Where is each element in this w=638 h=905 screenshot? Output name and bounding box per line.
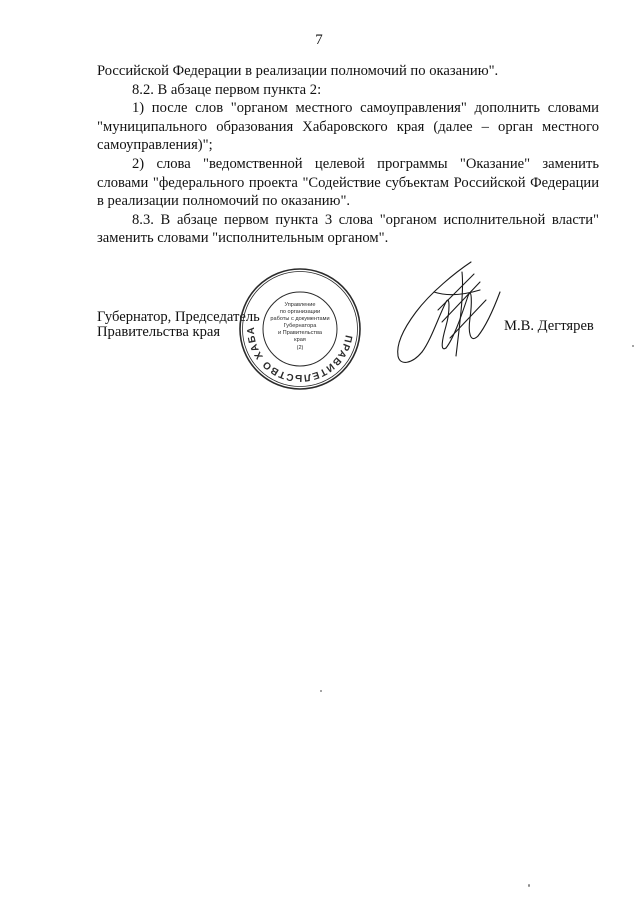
paragraph-8-2-item-2: 2) слова "ведомственной целевой программы "Оказание" заменить словами "федерального проекта "Содействие субъектам Российской Федерации в реализации полномочий по оказанию". — [97, 155, 599, 210]
scan-speck — [320, 690, 322, 692]
seal-center-line: работы с документами — [270, 316, 330, 322]
seal-center-line: (2) — [296, 345, 304, 351]
seal-center-line: по организации — [279, 309, 321, 315]
paragraph-8-3: 8.3. В абзаце первом пункта 3 слова "органом исполнительной власти" заменить словами "исполнительным органом". — [97, 211, 599, 247]
scan-speck — [528, 884, 530, 887]
document-body — [97, 62, 599, 248]
seal-ring-text: ПРАВИТЕЛЬСТВО ХАБА — [245, 325, 354, 384]
signature-icon — [376, 252, 506, 382]
signatory-position — [97, 310, 260, 340]
page-number: 7 — [315, 32, 323, 48]
seal-center-line: Губернатора — [283, 323, 317, 329]
seal-center-line: края — [294, 337, 306, 343]
signatory-name: М.В. Дегтярев — [504, 318, 594, 334]
handwritten-signature — [376, 252, 506, 382]
official-seal-stamp — [237, 266, 363, 392]
paragraph-8-2-item-1: 1) после слов "органом местного самоуправления" дополнить словами "муниципального образования Хабаровского края (далее – орган местного самоуправления)"; — [97, 100, 599, 154]
seal-center-line: и Правительства — [278, 330, 322, 336]
paragraph-continuation: Российской Федерации в реализации полномочий по оказанию". — [97, 63, 499, 79]
signatory-position-line-1: Губернатор, Председатель — [97, 309, 260, 325]
seal-center-line: Управление — [284, 302, 316, 308]
scan-speck — [632, 345, 634, 347]
paragraph-8-2: 8.2. В абзаце первом пункта 2: — [132, 81, 322, 98]
seal-icon — [237, 266, 363, 392]
signatory-position-line-2: Правительства края — [97, 324, 221, 340]
